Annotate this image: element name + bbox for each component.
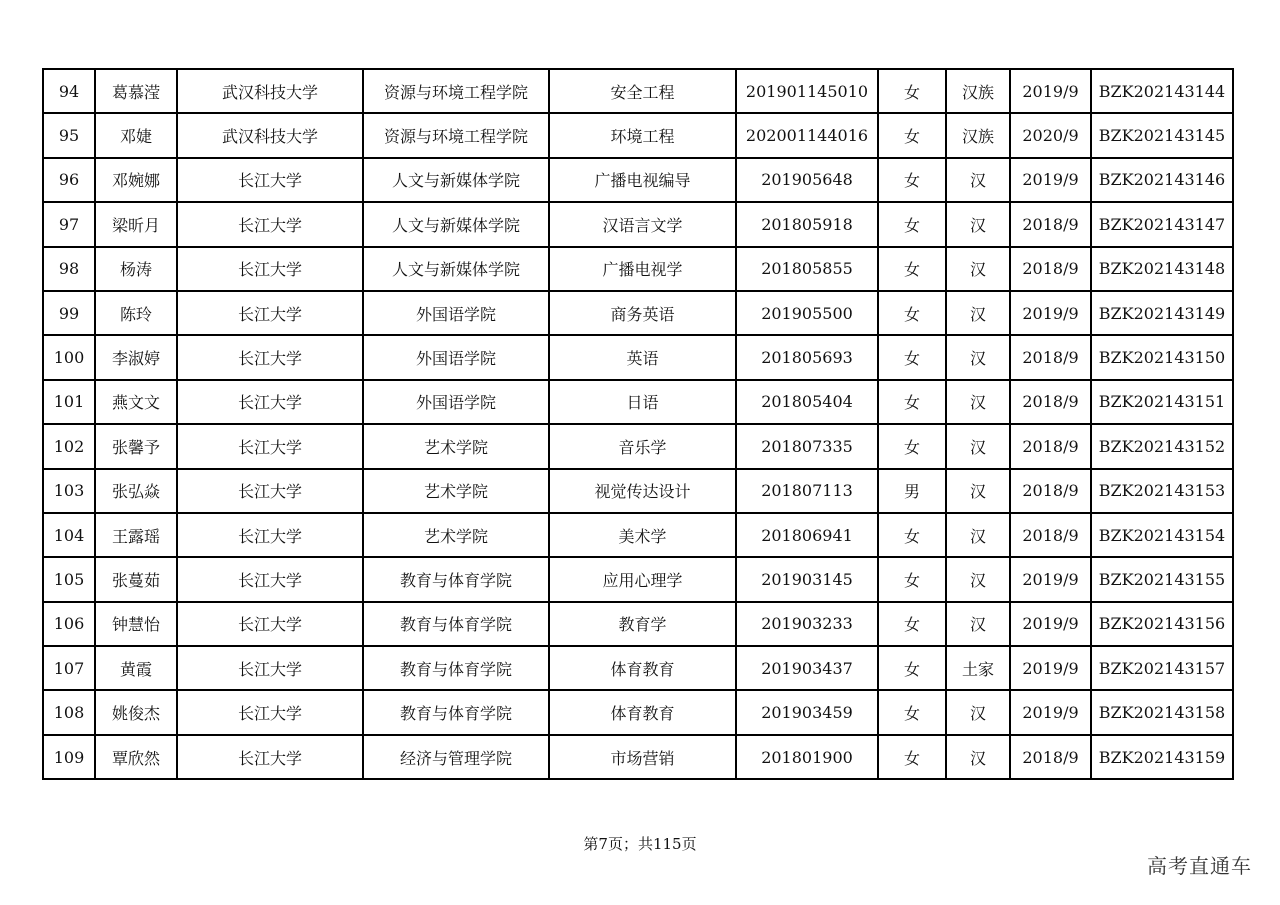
university-cell: 长江大学 (177, 646, 363, 690)
major-cell: 日语 (549, 380, 736, 424)
watermark-text: 高考直通车 (1147, 854, 1252, 878)
student-id-cell: 201805693 (736, 335, 878, 379)
student-id-cell: 201805404 (736, 380, 878, 424)
student-id-cell: 201805918 (736, 202, 878, 246)
certificate-no-cell: BZK202143158 (1091, 690, 1233, 734)
student-id-cell: 201905648 (736, 158, 878, 202)
certificate-no-cell: BZK202143149 (1091, 291, 1233, 335)
enrollment-cell: 2018/9 (1010, 513, 1091, 557)
student-id-cell: 201903233 (736, 602, 878, 646)
enrollment-cell: 2018/9 (1010, 202, 1091, 246)
ethnicity-cell: 汉 (946, 557, 1010, 601)
ethnicity-cell: 汉 (946, 513, 1010, 557)
student-id-cell: 201805855 (736, 247, 878, 291)
seq-cell: 105 (43, 557, 95, 601)
gender-cell: 女 (878, 247, 946, 291)
name-cell: 黄霞 (95, 646, 177, 690)
university-cell: 武汉科技大学 (177, 113, 363, 157)
enrollment-cell: 2019/9 (1010, 690, 1091, 734)
college-cell: 艺术学院 (363, 513, 549, 557)
table-row (43, 735, 1233, 779)
gender-cell: 女 (878, 690, 946, 734)
enrollment-cell: 2018/9 (1010, 735, 1091, 779)
certificate-no-cell: BZK202143151 (1091, 380, 1233, 424)
major-cell: 音乐学 (549, 424, 736, 468)
major-cell: 英语 (549, 335, 736, 379)
college-cell: 艺术学院 (363, 469, 549, 513)
enrollment-cell: 2018/9 (1010, 469, 1091, 513)
student-id-cell: 201903459 (736, 690, 878, 734)
gender-cell: 女 (878, 291, 946, 335)
name-cell: 陈玲 (95, 291, 177, 335)
ethnicity-cell: 汉 (946, 158, 1010, 202)
name-cell: 张蔓茹 (95, 557, 177, 601)
table-row (43, 202, 1233, 246)
certificate-no-cell: BZK202143145 (1091, 113, 1233, 157)
university-cell: 长江大学 (177, 557, 363, 601)
gender-cell: 女 (878, 735, 946, 779)
certificate-no-cell: BZK202143155 (1091, 557, 1233, 601)
student-id-cell: 201801900 (736, 735, 878, 779)
college-cell: 人文与新媒体学院 (363, 247, 549, 291)
certificate-no-cell: BZK202143156 (1091, 602, 1233, 646)
university-cell: 长江大学 (177, 380, 363, 424)
university-cell: 长江大学 (177, 424, 363, 468)
ethnicity-cell: 汉 (946, 380, 1010, 424)
table-row (43, 158, 1233, 202)
gender-cell: 女 (878, 113, 946, 157)
table-row (43, 690, 1233, 734)
student-id-cell: 201807335 (736, 424, 878, 468)
university-cell: 长江大学 (177, 469, 363, 513)
ethnicity-cell: 汉 (946, 291, 1010, 335)
college-cell: 资源与环境工程学院 (363, 113, 549, 157)
university-cell: 长江大学 (177, 513, 363, 557)
name-cell: 邓婕 (95, 113, 177, 157)
gender-cell: 女 (878, 380, 946, 424)
gender-cell: 女 (878, 602, 946, 646)
university-cell: 长江大学 (177, 335, 363, 379)
name-cell: 张馨予 (95, 424, 177, 468)
ethnicity-cell: 土家 (946, 646, 1010, 690)
enrollment-cell: 2020/9 (1010, 113, 1091, 157)
gender-cell: 女 (878, 557, 946, 601)
name-cell: 张弘焱 (95, 469, 177, 513)
college-cell: 教育与体育学院 (363, 557, 549, 601)
table-row (43, 469, 1233, 513)
major-cell: 广播电视编导 (549, 158, 736, 202)
table-row (43, 335, 1233, 379)
seq-cell: 98 (43, 247, 95, 291)
ethnicity-cell: 汉 (946, 247, 1010, 291)
university-cell: 长江大学 (177, 690, 363, 734)
seq-cell: 103 (43, 469, 95, 513)
seq-cell: 109 (43, 735, 95, 779)
certificate-no-cell: BZK202143152 (1091, 424, 1233, 468)
college-cell: 资源与环境工程学院 (363, 69, 549, 113)
college-cell: 人文与新媒体学院 (363, 158, 549, 202)
certificate-no-cell: BZK202143144 (1091, 69, 1233, 113)
name-cell: 钟慧怡 (95, 602, 177, 646)
university-cell: 长江大学 (177, 602, 363, 646)
certificate-no-cell: BZK202143150 (1091, 335, 1233, 379)
seq-cell: 99 (43, 291, 95, 335)
ethnicity-cell: 汉 (946, 335, 1010, 379)
seq-cell: 101 (43, 380, 95, 424)
table-row (43, 513, 1233, 557)
table-row (43, 646, 1233, 690)
gender-cell: 女 (878, 646, 946, 690)
college-cell: 经济与管理学院 (363, 735, 549, 779)
seq-cell: 95 (43, 113, 95, 157)
name-cell: 燕文文 (95, 380, 177, 424)
major-cell: 环境工程 (549, 113, 736, 157)
table-row (43, 380, 1233, 424)
student-id-cell: 201903437 (736, 646, 878, 690)
university-cell: 长江大学 (177, 202, 363, 246)
university-cell: 武汉科技大学 (177, 69, 363, 113)
major-cell: 美术学 (549, 513, 736, 557)
name-cell: 覃欣然 (95, 735, 177, 779)
enrollment-cell: 2018/9 (1010, 335, 1091, 379)
enrollment-cell: 2018/9 (1010, 247, 1091, 291)
student-id-cell: 201903145 (736, 557, 878, 601)
ethnicity-cell: 汉族 (946, 113, 1010, 157)
college-cell: 外国语学院 (363, 335, 549, 379)
enrollment-cell: 2019/9 (1010, 158, 1091, 202)
enrollment-cell: 2019/9 (1010, 291, 1091, 335)
seq-cell: 94 (43, 69, 95, 113)
college-cell: 人文与新媒体学院 (363, 202, 549, 246)
seq-cell: 97 (43, 202, 95, 246)
student-id-cell: 201905500 (736, 291, 878, 335)
major-cell: 体育教育 (549, 646, 736, 690)
major-cell: 广播电视学 (549, 247, 736, 291)
student-list-table-container (42, 68, 1232, 780)
seq-cell: 106 (43, 602, 95, 646)
seq-cell: 107 (43, 646, 95, 690)
student-id-cell: 201901145010 (736, 69, 878, 113)
seq-cell: 100 (43, 335, 95, 379)
table-row (43, 69, 1233, 113)
table-body (43, 69, 1233, 779)
gender-cell: 女 (878, 424, 946, 468)
name-cell: 邓婉娜 (95, 158, 177, 202)
certificate-no-cell: BZK202143153 (1091, 469, 1233, 513)
student-list-table (42, 68, 1234, 780)
major-cell: 安全工程 (549, 69, 736, 113)
major-cell: 商务英语 (549, 291, 736, 335)
enrollment-cell: 2019/9 (1010, 602, 1091, 646)
gender-cell: 女 (878, 158, 946, 202)
university-cell: 长江大学 (177, 735, 363, 779)
college-cell: 外国语学院 (363, 380, 549, 424)
certificate-no-cell: BZK202143147 (1091, 202, 1233, 246)
major-cell: 市场营销 (549, 735, 736, 779)
name-cell: 姚俊杰 (95, 690, 177, 734)
college-cell: 教育与体育学院 (363, 646, 549, 690)
table-row (43, 424, 1233, 468)
name-cell: 葛慕滢 (95, 69, 177, 113)
certificate-no-cell: BZK202143148 (1091, 247, 1233, 291)
major-cell: 汉语言文学 (549, 202, 736, 246)
college-cell: 艺术学院 (363, 424, 549, 468)
seq-cell: 96 (43, 158, 95, 202)
gender-cell: 女 (878, 202, 946, 246)
enrollment-cell: 2018/9 (1010, 424, 1091, 468)
ethnicity-cell: 汉 (946, 602, 1010, 646)
table-row (43, 602, 1233, 646)
name-cell: 王露瑶 (95, 513, 177, 557)
seq-cell: 104 (43, 513, 95, 557)
college-cell: 外国语学院 (363, 291, 549, 335)
ethnicity-cell: 汉 (946, 690, 1010, 734)
major-cell: 教育学 (549, 602, 736, 646)
ethnicity-cell: 汉 (946, 424, 1010, 468)
seq-cell: 102 (43, 424, 95, 468)
gender-cell: 女 (878, 335, 946, 379)
name-cell: 李淑婷 (95, 335, 177, 379)
page-number: 第7页；共115页 (583, 835, 697, 853)
major-cell: 体育教育 (549, 690, 736, 734)
name-cell: 杨涛 (95, 247, 177, 291)
ethnicity-cell: 汉 (946, 469, 1010, 513)
ethnicity-cell: 汉 (946, 202, 1010, 246)
seq-cell: 108 (43, 690, 95, 734)
table-row (43, 247, 1233, 291)
college-cell: 教育与体育学院 (363, 690, 549, 734)
student-id-cell: 201806941 (736, 513, 878, 557)
student-id-cell: 202001144016 (736, 113, 878, 157)
certificate-no-cell: BZK202143154 (1091, 513, 1233, 557)
university-cell: 长江大学 (177, 158, 363, 202)
enrollment-cell: 2018/9 (1010, 380, 1091, 424)
name-cell: 梁昕月 (95, 202, 177, 246)
certificate-no-cell: BZK202143146 (1091, 158, 1233, 202)
enrollment-cell: 2019/9 (1010, 69, 1091, 113)
major-cell: 视觉传达设计 (549, 469, 736, 513)
university-cell: 长江大学 (177, 247, 363, 291)
table-row (43, 557, 1233, 601)
enrollment-cell: 2019/9 (1010, 557, 1091, 601)
enrollment-cell: 2019/9 (1010, 646, 1091, 690)
college-cell: 教育与体育学院 (363, 602, 549, 646)
certificate-no-cell: BZK202143157 (1091, 646, 1233, 690)
ethnicity-cell: 汉族 (946, 69, 1010, 113)
major-cell: 应用心理学 (549, 557, 736, 601)
gender-cell: 男 (878, 469, 946, 513)
table-row (43, 291, 1233, 335)
gender-cell: 女 (878, 513, 946, 557)
gender-cell: 女 (878, 69, 946, 113)
table-row (43, 113, 1233, 157)
ethnicity-cell: 汉 (946, 735, 1010, 779)
student-id-cell: 201807113 (736, 469, 878, 513)
university-cell: 长江大学 (177, 291, 363, 335)
certificate-no-cell: BZK202143159 (1091, 735, 1233, 779)
